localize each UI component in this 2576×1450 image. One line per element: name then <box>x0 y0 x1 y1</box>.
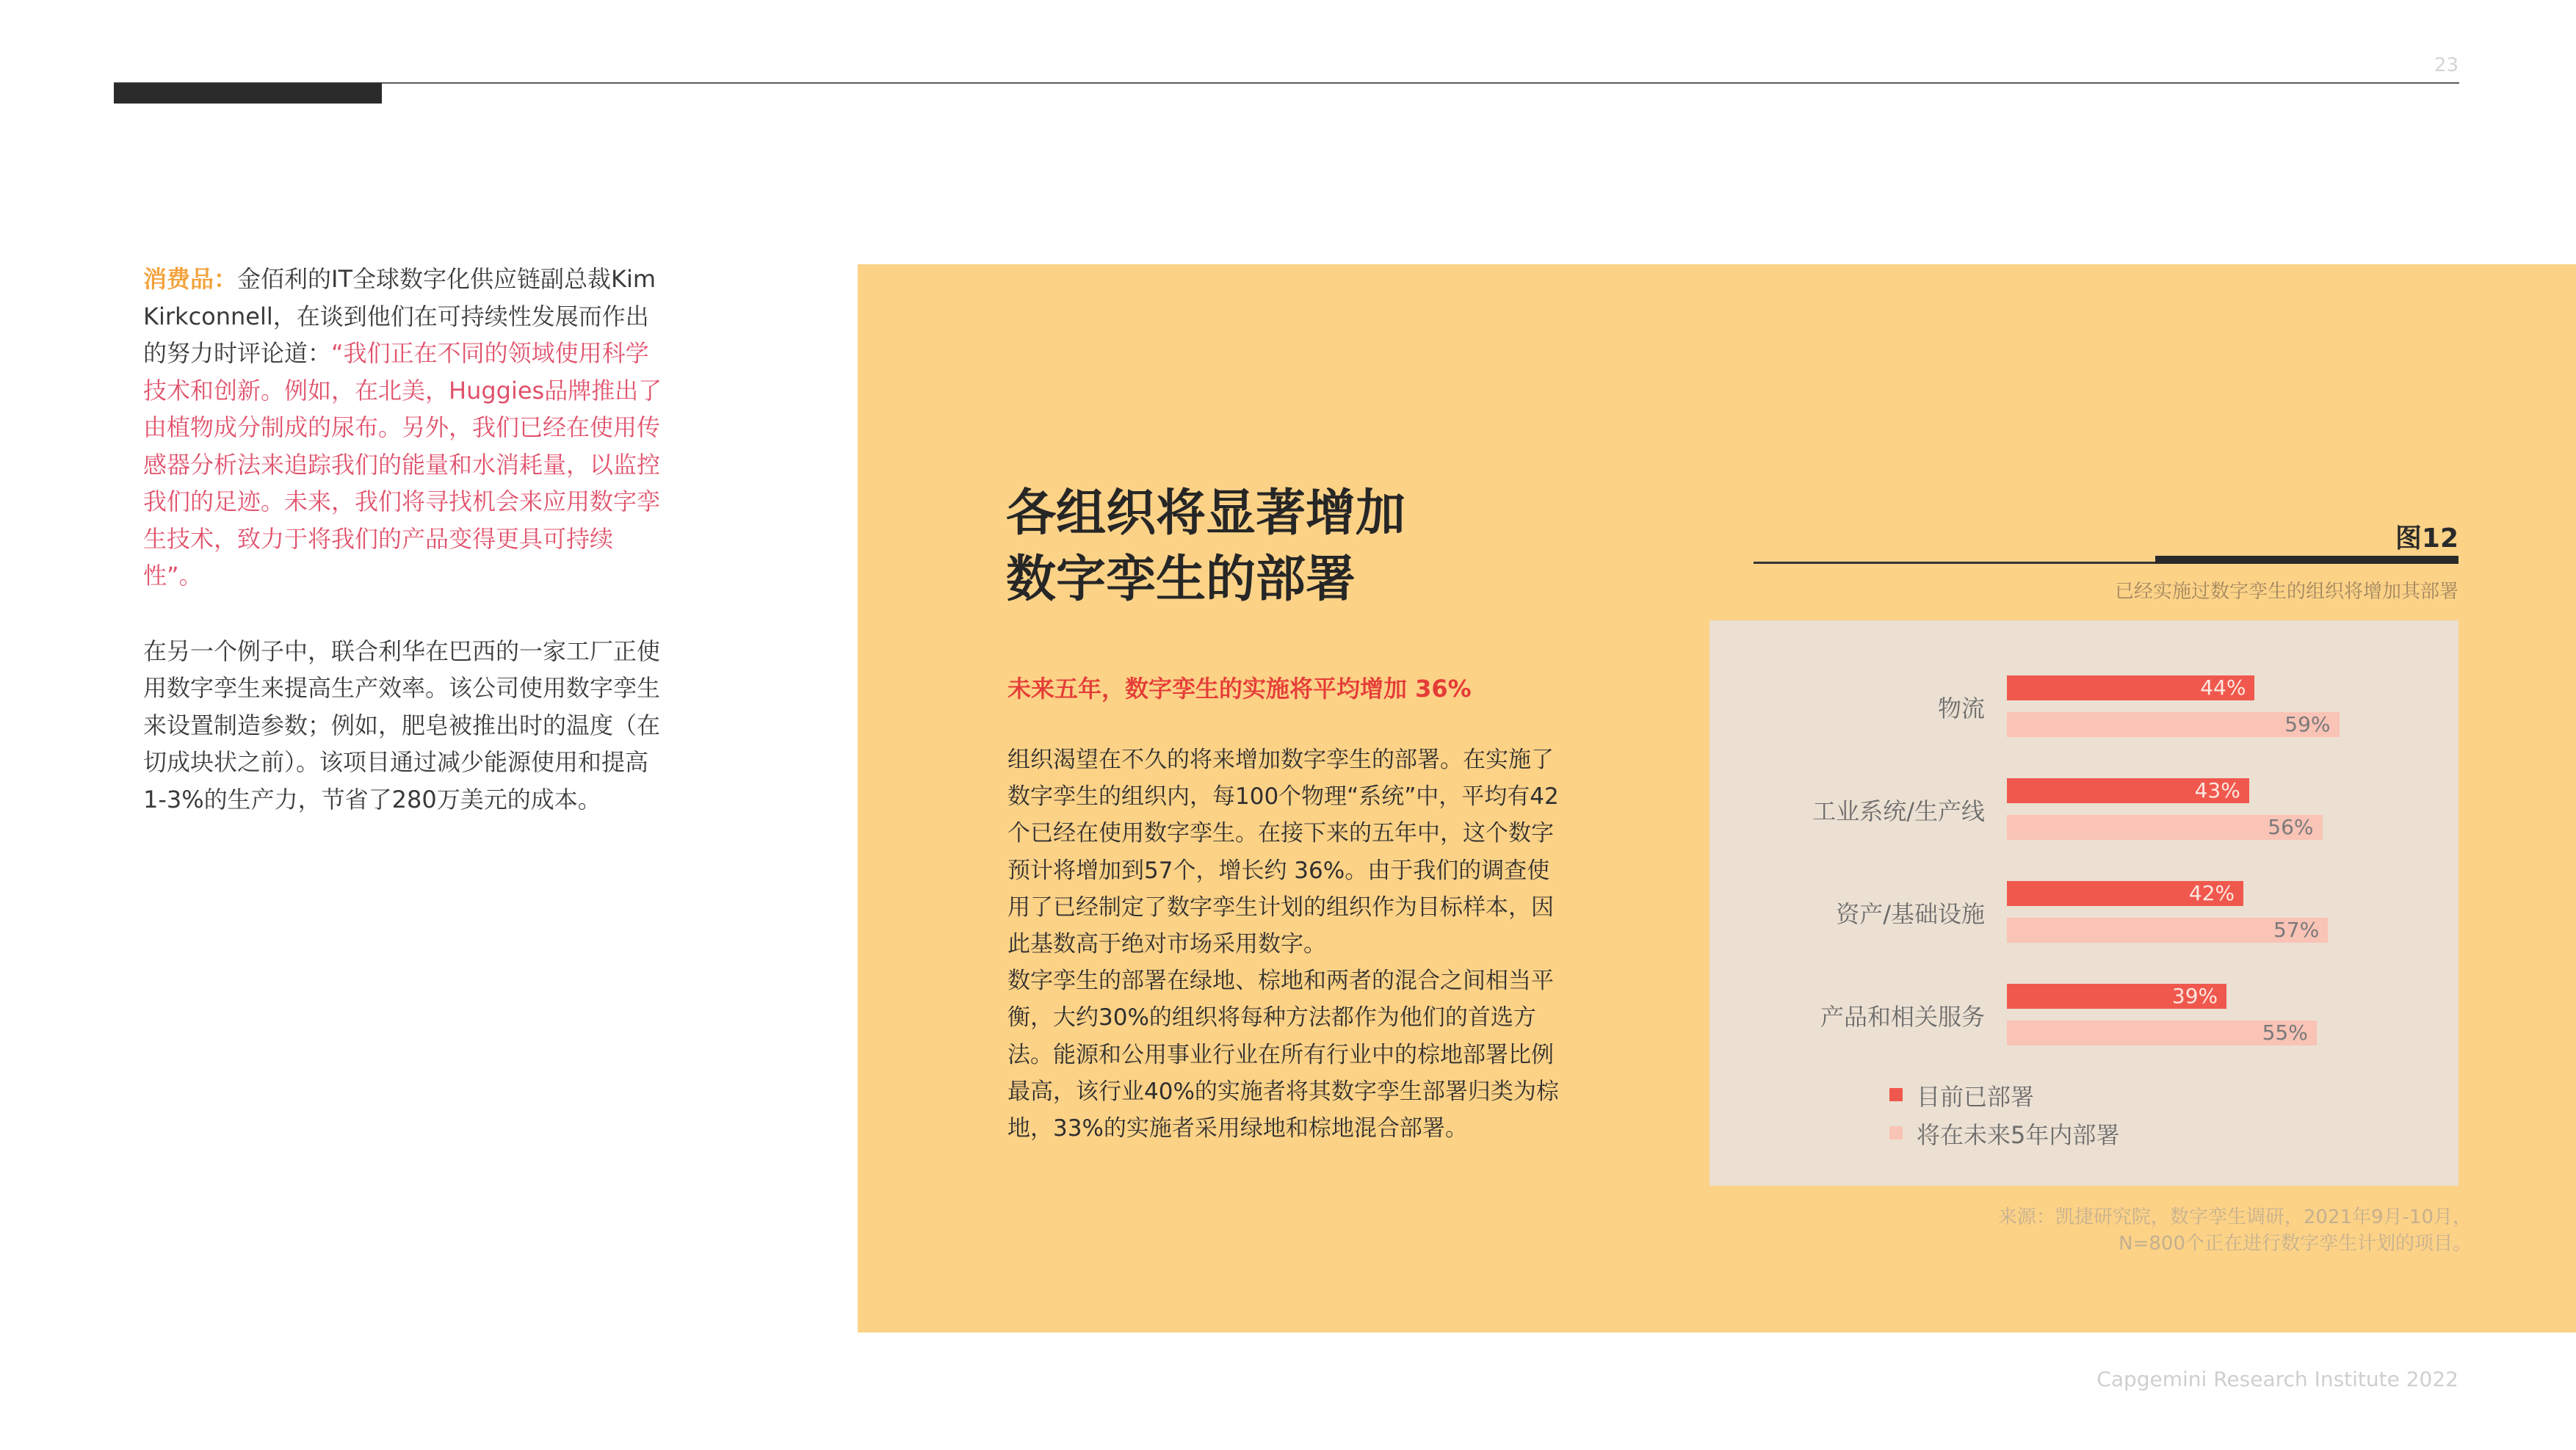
bar-value-label: 42% <box>2188 881 2235 905</box>
bar-value-label: 39% <box>2171 984 2218 1008</box>
key-finding: 未来五年，数字孪生的实施将平均增加 36% <box>1007 675 1472 703</box>
category-label: 物流 <box>1937 695 1985 722</box>
sector-label: 消费品： <box>143 265 238 293</box>
bar-current <box>2007 675 2254 700</box>
bar-current <box>2007 881 2243 906</box>
bar-current <box>2007 778 2249 803</box>
bar-future <box>2007 918 2328 943</box>
header-accent-bar <box>114 83 382 104</box>
section-title <box>1006 481 1405 613</box>
figure-subtitle: 已经实施过数字孪生的组织将增加其部署 <box>2114 581 2459 603</box>
panel-body <box>1007 742 1566 1147</box>
bar-future <box>2007 815 2323 840</box>
page-number: 23 <box>2434 54 2459 76</box>
quote-text: “我们正在不同的领域使用科学技术和创新。例如，在北美，Huggies品牌推出了由植物成分制成的尿布。另外，我们已经在使用传感器分析法来追踪我们的能量和水消耗量，以监控我们的足迹。未来，我们将寻找机会来应用数字孪生技术，致力于将我们的产品变得更具可持续性”。 <box>143 339 662 590</box>
source-line-2: N=800个正在进行数字孪生计划的项目。 <box>2119 1233 2472 1255</box>
left-column <box>143 261 665 818</box>
figure-label: 图12 <box>2395 523 2459 554</box>
category-label: 资产/基础设施 <box>1836 900 1985 928</box>
bar-value-label: 56% <box>2268 815 2314 839</box>
category-label: 工业系统/生产线 <box>1812 797 1985 825</box>
title-line-2: 数字孪生的部署 <box>1006 551 1356 609</box>
bar-value-label: 55% <box>2262 1021 2308 1045</box>
bar-value-label: 44% <box>2200 675 2246 700</box>
bar-value-label: 57% <box>2273 918 2320 942</box>
kimberly-clark-paragraph <box>143 261 665 595</box>
source-line-1: 来源：凯捷研究院，数字孪生调研，2021年9月-10月， <box>1997 1206 2472 1228</box>
unilever-paragraph: 在另一个例子中，联合利华在巴西的一家工厂正使用数字孪生来提高生产效率。该公司使用数字孪生来设置制造参数；例如，肥皂被推出时的温度（在切成块状之前）。该项目通过减少能源使用和提高1-3%的生产力，节省了280万美元的成本。 <box>143 637 661 813</box>
legend-label: 将在未来5年内部署 <box>1917 1121 2120 1149</box>
bar-future <box>2007 1021 2317 1045</box>
page-footer: Capgemini Research Institute 2022 <box>2096 1367 2459 1391</box>
body-paragraph-1: 组织渴望在不久的将来增加数字孪生的部署。在实施了数字孪生的组织内，每100个物理“系统”中，平均有42个已经在使用数字孪生。在接下来的五年中，这个数字预计将增加到57个，增长约 36%。由于我们的调查使用了已经制定了数字孪生计划的组织作为目标样本，因此基数高于绝对市场采用数字。 <box>1007 747 1559 958</box>
body-paragraph-2: 数字孪生的部署在绿地、棕地和两者的混合之间相当平衡，大约30%的组织将每种方法都作为他们的首选方法。能源和公用事业行业在所有行业中的棕地部署比例最高，该行业40%的实施者将其数字孪生部署归类为棕地，33%的实施者采用绿地和棕地混合部署。 <box>1007 968 1559 1142</box>
header-rule <box>114 82 2459 84</box>
bar-future <box>2007 712 2340 737</box>
bar-value-label: 43% <box>2194 778 2240 802</box>
bar-chart <box>1710 620 2459 1186</box>
title-line-1: 各组织将显著增加 <box>1006 485 1406 543</box>
legend-swatch <box>1889 1126 1903 1139</box>
intro-text: 金佰利的IT全球数字化供应链副总裁Kim Kirkconnell，在谈到他们在可持续性发展而作出的努力时评论道： <box>143 265 656 367</box>
legend-label: 目前已部署 <box>1917 1083 2035 1111</box>
category-label: 产品和相关服务 <box>1820 1003 1985 1031</box>
bar-value-label: 59% <box>2284 712 2331 736</box>
figure-rule-accent <box>2155 556 2459 564</box>
legend-swatch <box>1889 1088 1903 1101</box>
bar-current <box>2007 984 2226 1009</box>
figure-source <box>1998 1204 2472 1257</box>
